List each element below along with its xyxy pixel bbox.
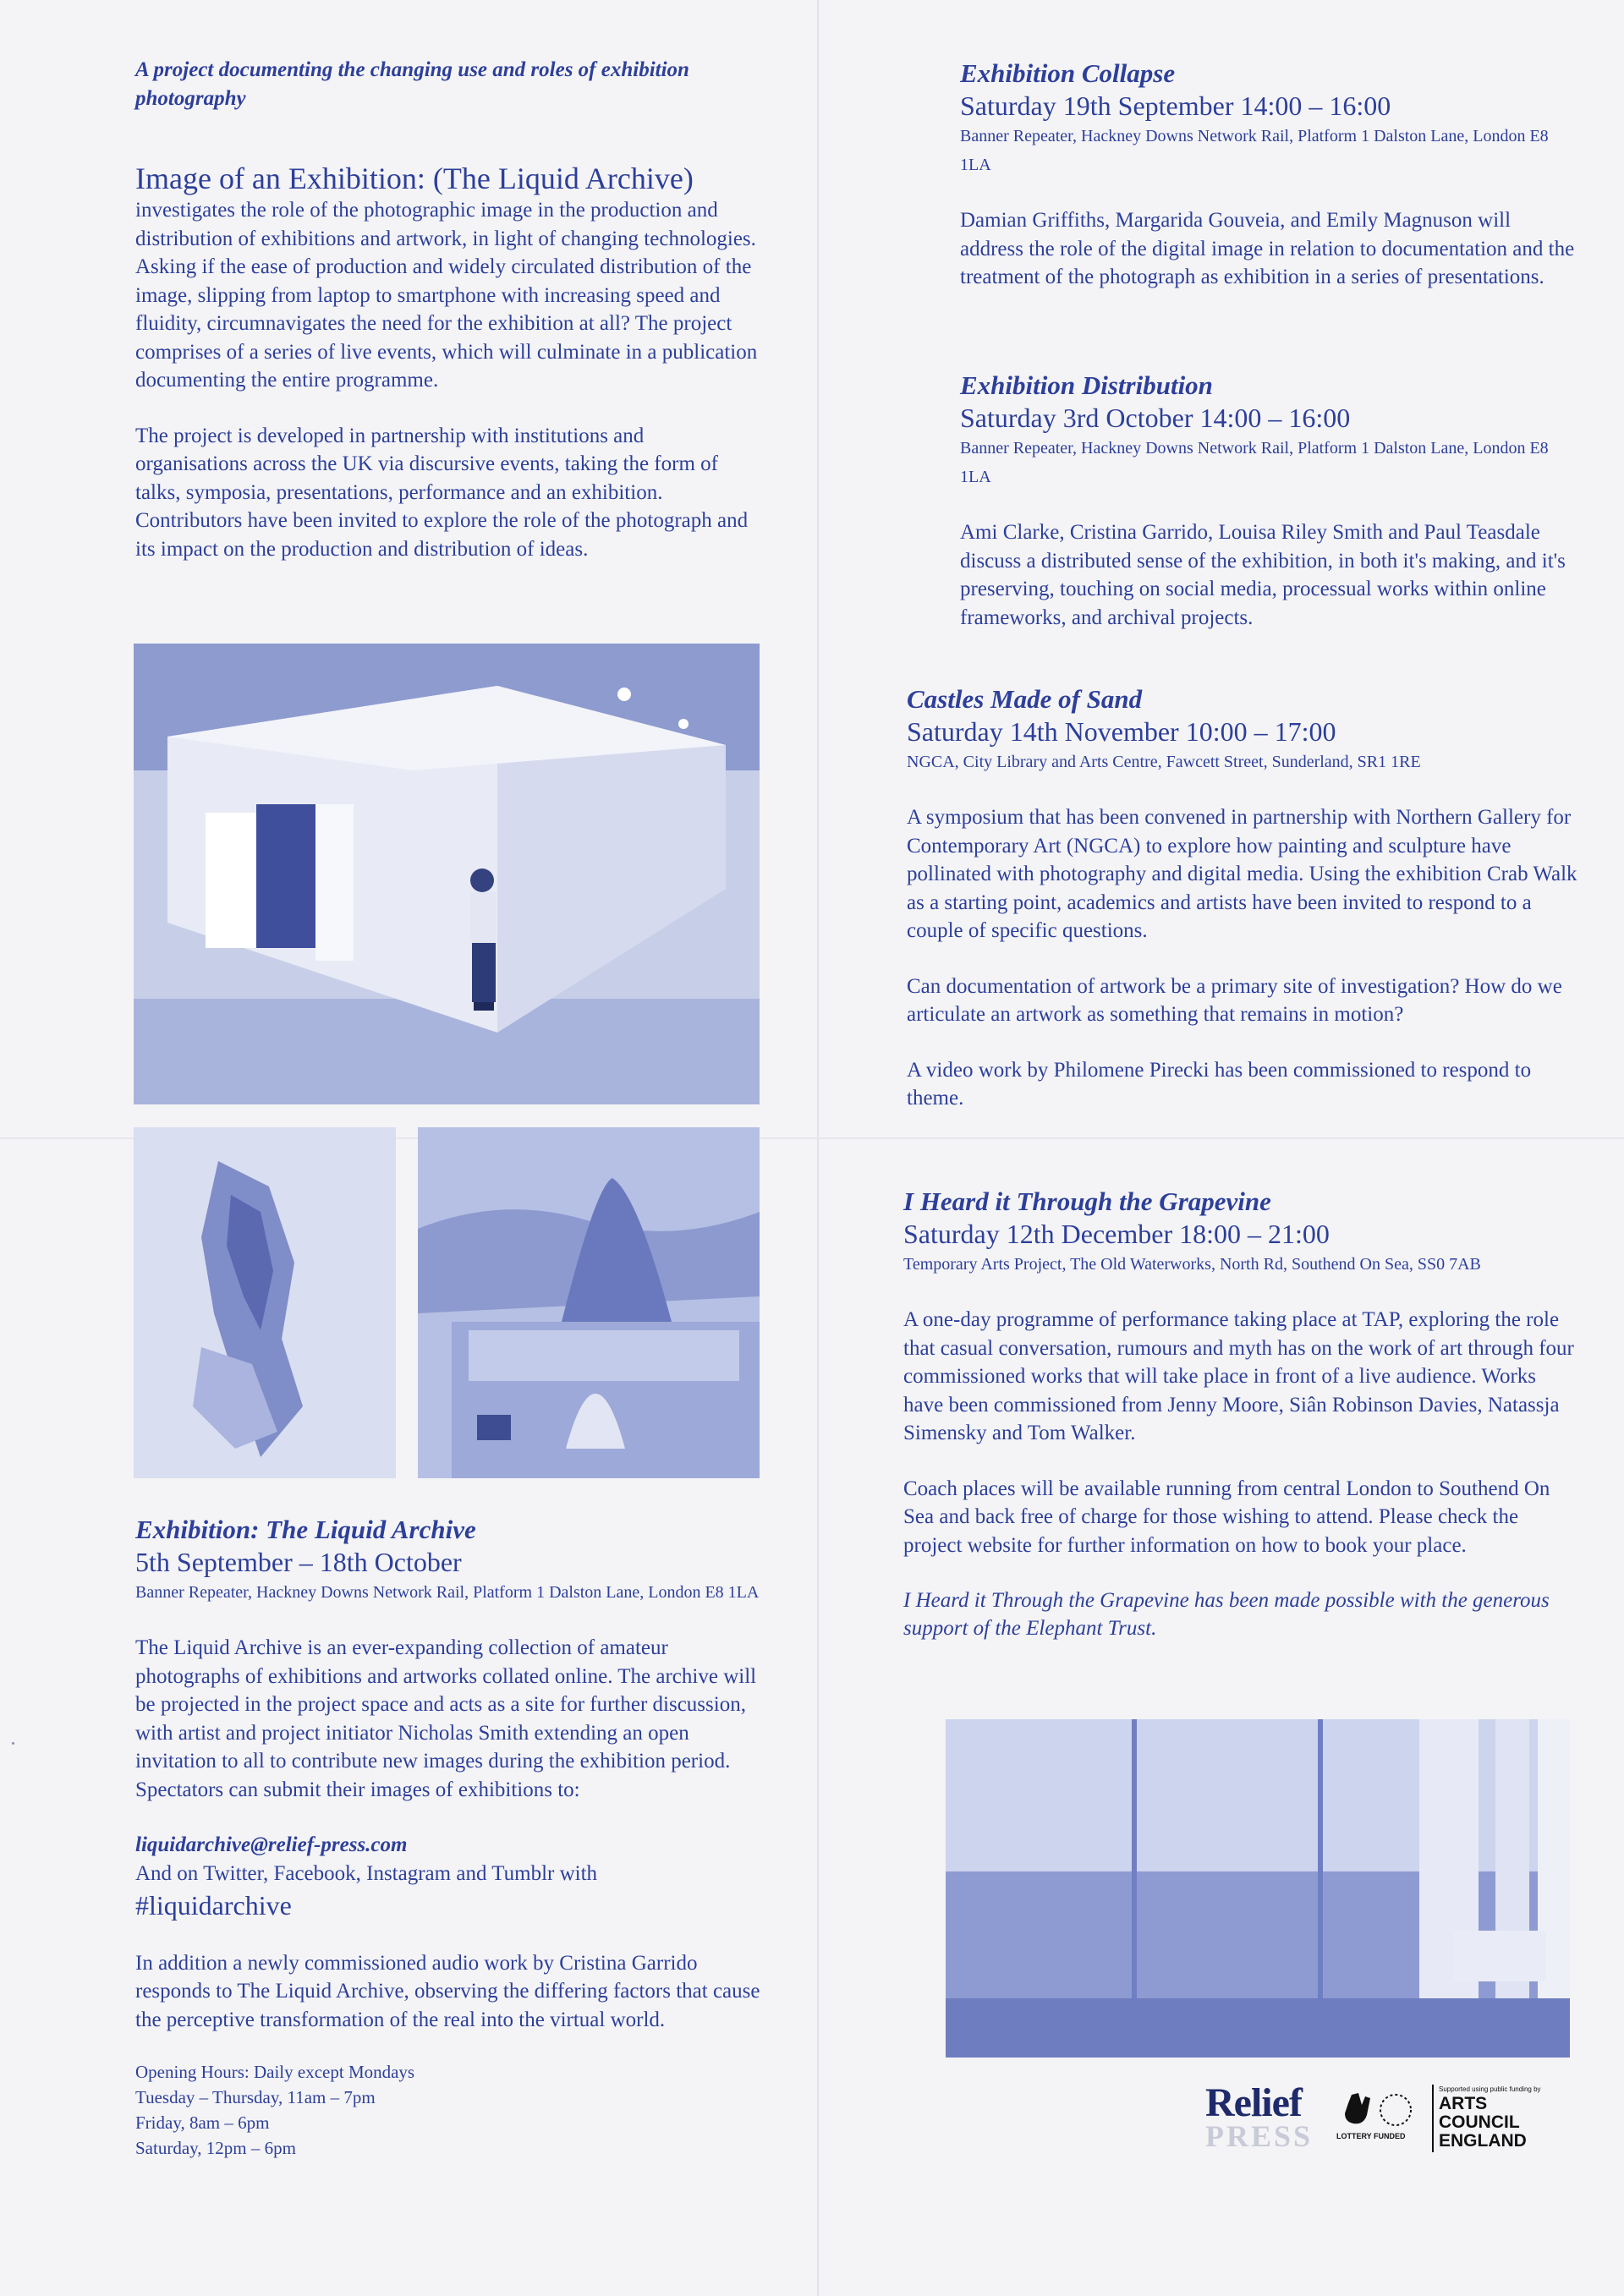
lottery-funded-text: LOTTERY FUNDED — [1336, 2132, 1406, 2140]
intro-paragraph-2: The project is developed in partnership with institutions and organisations across the UK via discursive events, taking the form of talks, symposia, presentations, performance and an exhibition. Contributors have been invited to explore the role of the photograph and its impact on the production and distribution of ideas. — [135, 424, 749, 561]
intro-paragraph-1: investigates the role of the photographic image in the production and distribution of exhibitions and artwork, in light of changing technologies. Asking if the ease of production and widely circulated distribution of the image, slipping from laptop to smartphone with increasing speed and fluidity, circumnavigates the need for the exhibition at all? The project comprises of a series of live events, which will culminate in a publication documenting the entire programme. — [135, 199, 758, 392]
distribution-title: Exhibition Distribution — [960, 370, 1213, 400]
landscape-sculpture-photo — [418, 1127, 760, 1478]
relief-logo-bottom: PRESS — [1205, 2119, 1314, 2153]
glass-room-illustration — [946, 1719, 1570, 2058]
ace-support-text: Supported using public funding by — [1439, 2085, 1541, 2093]
hashtag: #liquidarchive — [135, 1889, 292, 1921]
paper-speck — [12, 1742, 14, 1745]
lottery-funded-logo — [1336, 2088, 1429, 2147]
exhibition-title: Exhibition: The Liquid Archive — [135, 1515, 476, 1544]
grapevine-paragraph-2: Coach places will be available running from central London to Southend On Sea and back free of charge for those wishing to attend. Please check the project website for further information on how to book your place. — [903, 1477, 1550, 1557]
castles-paragraph-3: A video work by Philomene Pirecki has been commissioned to respond to theme. — [907, 1058, 1532, 1110]
hours-line: Opening Hours: Daily except Mondays — [135, 2062, 415, 2082]
intro-section — [135, 56, 761, 563]
hours-line: Saturday, 12pm – 6pm — [135, 2138, 296, 2158]
ace-line-2: ENGLAND — [1439, 2131, 1527, 2151]
exhibition-paragraph-2: In addition a newly commissioned audio work by Cristina Garrido responds to The Liquid Archive, observing the differing factors that cause the perceptive transformation of the real into the virtual world. — [135, 1951, 760, 2031]
intro-lead: A project documenting the changing use and roles of exhibition photography — [135, 58, 689, 110]
relief-press-logo — [1205, 2080, 1314, 2153]
castles-title: Castles Made of Sand — [907, 684, 1143, 714]
glass-room-photo — [946, 1719, 1570, 2058]
gallery-room-illustration — [134, 644, 760, 1104]
exhibition-venue: Banner Repeater, Hackney Downs Network Rail, Platform 1 Dalston Lane, London E8 1LA — [135, 1583, 760, 1602]
collapse-venue: Banner Repeater, Hackney Downs Network Rail, Platform 1 Dalston Lane, London E8 1LA — [960, 127, 1549, 174]
exhibition-section — [135, 1514, 761, 2161]
grapevine-title: I Heard it Through the Grapevine — [903, 1186, 1271, 1216]
gallery-room-photo — [134, 644, 760, 1104]
distribution-venue: Banner Repeater, Hackney Downs Network Rail, Platform 1 Dalston Lane, London E8 1LA — [960, 439, 1549, 486]
grapevine-section — [903, 1186, 1580, 1642]
social-line: And on Twitter, Facebook, Instagram and Tumblr with — [135, 1862, 598, 1885]
castles-venue: NGCA, City Library and Arts Centre, Fawcett Street, Sunderland, SR1 1RE — [907, 753, 1421, 771]
collapse-title: Exhibition Collapse — [960, 58, 1176, 88]
wall-sculpture-illustration — [134, 1127, 396, 1478]
hours-line: Tuesday – Thursday, 11am – 7pm — [135, 2087, 376, 2107]
submission-email: liquidarchive@relief-press.com — [135, 1833, 408, 1856]
castles-paragraph-1: A symposium that has been convened in partnership with Northern Gallery for Contemporary Art (NGCA) to explore how painting and sculpture have pollinated with photography and digital media. Using the exhibition Crab Walk as a starting point, academics and artists have been invited to respond to a couple of specific questions. — [907, 806, 1577, 942]
fold-line-vertical — [817, 0, 819, 2296]
distribution-paragraph: Ami Clarke, Cristina Garrido, Louisa Riley Smith and Paul Teasdale discuss a distributed sense of the exhibition, in both it's making, and it's preserving, touching on social media, processual works within online frameworks, and archival projects. — [960, 521, 1566, 629]
landscape-sculpture-illustration — [418, 1127, 760, 1478]
castles-date: Saturday 14th November 10:00 – 17:00 — [907, 716, 1336, 747]
grapevine-venue: Temporary Arts Project, The Old Waterworks, North Rd, Southend On Sea, SS0 7AB — [903, 1255, 1481, 1274]
collapse-paragraph: Damian Griffiths, Margarida Gouveia, and Emily Magnuson will address the role of the digital image in relation to documentation and the treatment of the photograph as exhibition in a series of presentations. — [960, 209, 1575, 288]
distribution-date: Saturday 3rd October 14:00 – 16:00 — [960, 403, 1351, 433]
collapse-section — [960, 58, 1577, 292]
hours-line: Friday, 8am – 6pm — [135, 2112, 270, 2133]
relief-logo-top: Relief — [1205, 2080, 1302, 2125]
arts-council-logo — [1432, 2085, 1567, 2152]
grapevine-paragraph-1: A one-day programme of performance taking place at TAP, exploring the role that casual conversation, rumours and myth has on the work of art through four commissioned works that will take place in front of a live audience. Works have been commissioned from Jenny Moore, Siân Robinson Davies, Natassja Simensky and Tom Walker. — [903, 1308, 1574, 1444]
ace-line-1: ARTS COUNCIL — [1439, 2094, 1520, 2132]
sponsor-logos — [1205, 2080, 1561, 2153]
intro-title: Image of an Exhibition: (The Liquid Archive) — [135, 162, 694, 195]
distribution-section — [960, 370, 1577, 632]
grapevine-date: Saturday 12th December 18:00 – 21:00 — [903, 1219, 1330, 1249]
opening-hours — [135, 2059, 761, 2161]
lottery-hand-icon — [1336, 2088, 1429, 2132]
collapse-date: Saturday 19th September 14:00 – 16:00 — [960, 90, 1391, 121]
exhibition-date: 5th September – 18th October — [135, 1547, 462, 1577]
wall-sculpture-photo — [134, 1127, 396, 1478]
grapevine-support-note: I Heard it Through the Grapevine has been made possible with the generous support of the Elephant Trust. — [903, 1589, 1550, 1640]
castles-section — [907, 683, 1583, 1113]
castles-paragraph-2: Can documentation of artwork be a primary site of investigation? How do we articulate an artwork as something that remains in motion? — [907, 974, 1562, 1026]
exhibition-paragraph-1: The Liquid Archive is an ever-expanding collection of amateur photographs of exhibitions and artworks collated online. The archive will be projected in the project space and acts as a site for further discussion, with artist and project initiator Nicholas Smith extending an open invitation to all to contribute new images during the exhibition period. Spectators can submit their images of exhibitions to: — [135, 1636, 757, 1801]
